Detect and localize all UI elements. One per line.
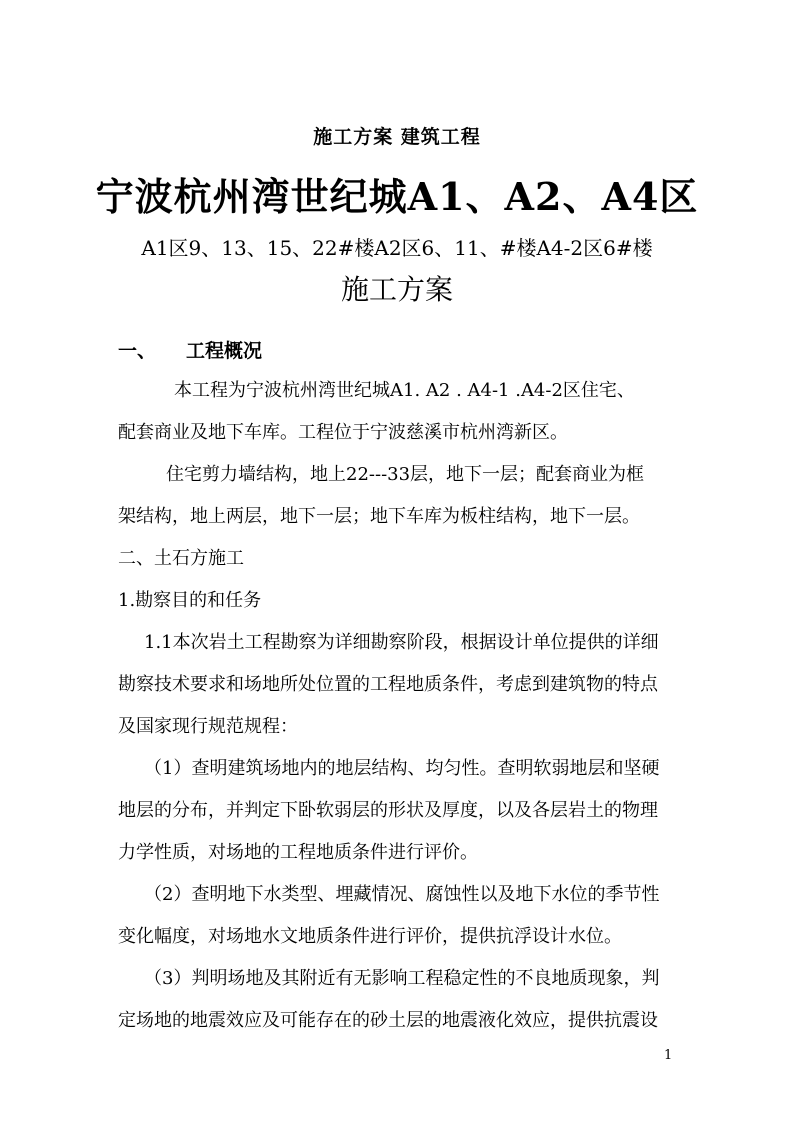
- section-title: 工程概况: [186, 340, 263, 362]
- section-number: 一、: [118, 340, 157, 362]
- paragraph-line: （1）查明建筑场地内的地层结构、均匀性。查明软弱地层和坚硬: [144, 758, 660, 779]
- paragraph-line: 住宅剪力墙结构，地上22---33层，地下一层；配套商业为框: [166, 464, 645, 485]
- paragraph-line: 1.1本次岩土工程勘察为详细勘察阶段，根据设计单位提供的详细: [144, 632, 659, 653]
- document-title: 宁波杭州湾世纪城A1、A2、A4区: [95, 174, 699, 219]
- document-header: 施工方案 建筑工程: [313, 126, 481, 148]
- paragraph-line: 及国家现行规范规程：: [118, 716, 298, 737]
- section-heading-overview: [118, 336, 262, 363]
- paragraph-line: 定场地的地震效应及可能存在的砂土层的地震液化效应，提供抗震设: [118, 1010, 658, 1031]
- paragraph-line: （2）查明地下水类型、埋藏情况、腐蚀性以及地下水位的季节性: [144, 884, 660, 905]
- document-subtitle: A1区9、13、15、22#楼A2区6、11、#楼A4-2区6#楼: [141, 236, 653, 260]
- paragraph-line: 地层的分布，并判定下卧软弱层的形状及厚度，以及各层岩土的物理: [118, 800, 658, 821]
- paragraph-line: 力学性质，对场地的工程地质条件进行评价。: [118, 842, 478, 863]
- paragraph-line: 本工程为宁波杭州湾世纪城A1. A2 . A4-1 .A4-2区住宅、: [174, 380, 635, 401]
- paragraph-line: 勘察技术要求和场地所处位置的工程地质条件，考虑到建筑物的特点: [118, 674, 658, 695]
- page-number: 1: [664, 1048, 673, 1063]
- section-heading-earthwork: 二、土石方施工: [118, 548, 244, 569]
- document-subtitle-plan: 施工方案: [340, 273, 453, 306]
- paragraph-line: 变化幅度，对场地水文地质条件进行评价，提供抗浮设计水位。: [118, 926, 622, 947]
- paragraph-line: 配套商业及地下车库。工程位于宁波慈溪市杭州湾新区。: [118, 422, 568, 443]
- subsection-heading: 1.勘察目的和任务: [118, 590, 262, 611]
- paragraph-line: 架结构，地上两层，地下一层；地下车库为板柱结构，地下一层。: [118, 506, 640, 527]
- paragraph-line: （3）判明场地及其附近有无影响工程稳定性的不良地质现象，判: [144, 968, 660, 989]
